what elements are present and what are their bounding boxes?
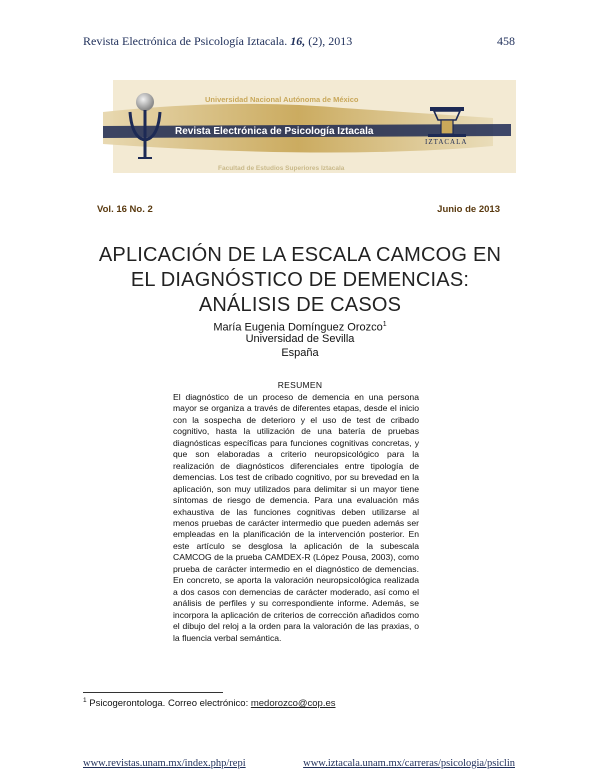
footnote-divider [83, 692, 223, 693]
banner-university: Universidad Nacional Autónoma de México [205, 95, 359, 104]
footnote-text: Psicogerontologa. Correo electrónico: [86, 698, 251, 710]
volume-issue: Vol. 16 No. 2 [97, 204, 153, 215]
abstract-text: El diagnóstico de un proceso de demencia en una persona mayor se organiza a través de diferentes etapas, desde el inicio con la sospecha de deterioro y el uso de test de cribado cognitivo, hasta la utilización de una batería de pruebas diagnósticas específicas para funciones cognitivas concretas, y que son elaboradas a criterio neuropsicológico para la realización de diagnósticos diferenciales entre tipología de demencias. Los test de cribado cognitivo, por su brevedad en la aplicación, son muy utilizados para delimitar si un mayor tiene síntomas de riesgo de demencia. Para una evaluación más exhaustiva de las funciones cognitivas deben utilizarse al menos pruebas de carácter intermedio que pueden además ser empleadas en la planificación de la intervención posterior. En este artículo se desglosa la aplicación de la subescala CAMCOG de la prueba CAMDEX-R (López Pousa, 2003), como prueba de carácter intermedio en el diagnóstico de demencias. En concreto, se aporta la valoración neuropsicológica realizada a dos casos con demencias de carácter moderado, así como el análisis de perfiles y su correspondiente informe. Además, se incorpora la aplicación de criterios de corrección añadidos como el dibujo del reloj a la orden para la valoración de las praxias, o la fluencia verbal semántica. [173, 392, 419, 643]
page-number: 458 [497, 34, 515, 48]
banner-logo-text: IZTACALA [425, 138, 468, 146]
issue-date: Junio de 2013 [437, 204, 500, 215]
author-name-text: María Eugenia Domínguez Orozco [213, 321, 383, 334]
email-link[interactable]: medorozco@cop.es [250, 698, 336, 710]
footnote-mark: 1 [83, 697, 87, 704]
journal-name: Revista Electrónica de Psicología Iztacala. [83, 34, 288, 48]
article-title-line-2: EL DIAGNÓSTICO DE DEMENCIAS: [130, 269, 470, 291]
footer-link-psiclin[interactable]: www.iztacala.unam.mx/carreras/psicologia/psiclin [303, 758, 515, 769]
footnote [83, 697, 336, 709]
volume-number: 16, [290, 34, 306, 48]
article-title-line-3: ANÁLISIS DE CASOS [198, 294, 402, 316]
affiliation: Universidad de Sevilla [245, 333, 355, 345]
footer-link-repi[interactable]: www.revistas.unam.mx/index.php/repi [83, 758, 246, 769]
journal-banner [83, 78, 516, 175]
banner-faculty: Facultad de Estudios Superiores Iztacala [218, 165, 345, 172]
abstract-heading: RESUMEN [277, 380, 323, 390]
article-title-line-1: APLICACIÓN DE LA ESCALA CAMCOG EN [98, 244, 502, 266]
banner-journal-title: Revista Electrónica de Psicología Iztacala [175, 126, 374, 137]
author-footnote-mark: 1 [382, 321, 387, 328]
country: España [281, 347, 319, 359]
issue-year: (2), 2013 [308, 34, 353, 48]
running-header [83, 34, 352, 49]
